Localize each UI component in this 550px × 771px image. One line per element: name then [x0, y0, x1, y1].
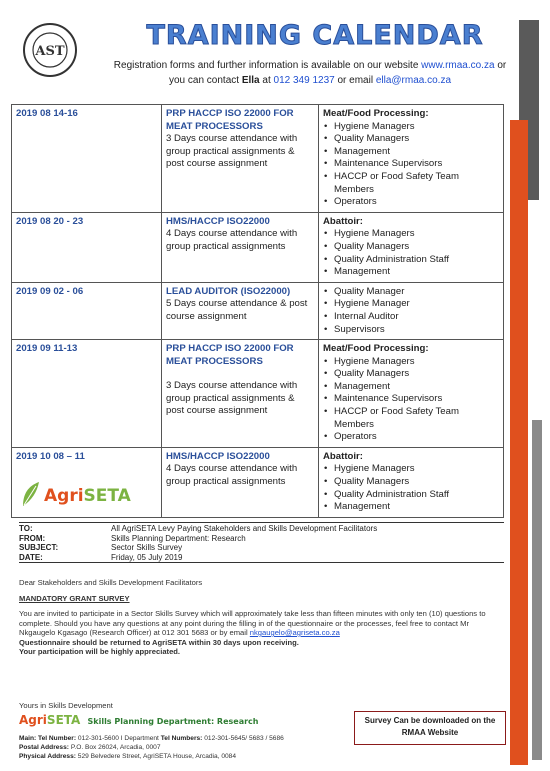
audience-cell — [319, 212, 504, 282]
website-link[interactable]: www.rmaa.co.za — [421, 60, 495, 71]
audience-item: • Quality Administration Staff — [323, 254, 499, 267]
contact-name: Ella — [241, 75, 260, 86]
audience-item: • Quality Managers — [323, 476, 499, 489]
postal-address: P.O. Box 26024, Arcadia, 0007 — [70, 744, 161, 751]
letter-para-text: You are invited to participate in a Sector Skills Survey which will approximately take less than fifteen minutes with only ten (10) questions to complete. Should you have any questions at any point during the filling in of the questionnaire or the processes, feel free to contact Mr Nkgaugelo Kgasago (Research Officer) at 012 301 5683 or by email — [19, 609, 486, 637]
memo-from-label: FROM: — [19, 533, 46, 543]
signature-block — [19, 713, 258, 727]
audience-cell — [319, 340, 504, 448]
agri-brand-b: SETA — [83, 486, 131, 506]
audience-item: • Hygiene Managers — [323, 121, 499, 134]
logo-text: AST — [35, 44, 65, 59]
postal-label: Postal Address: — [19, 744, 69, 751]
sig-department: Skills Planning Department: Research — [87, 717, 259, 726]
memo-subject: Sector Skills Survey — [111, 543, 183, 552]
audience-item: • Hygiene Managers — [323, 463, 499, 476]
course-title: HMS/HACCP ISO22000 — [166, 215, 270, 227]
audience-item: • Quality Administration Staff — [323, 489, 499, 502]
memo-subject-row — [19, 543, 504, 553]
decor-bar-orange — [510, 120, 528, 765]
reg-line1-prefix: Registration forms and further information is available on our website — [113, 60, 419, 71]
physical-label: Physical Address: — [19, 753, 76, 760]
audience-item: • HACCP or Food Safety Team Members — [323, 406, 499, 431]
sig-brand-a: Agri — [19, 713, 47, 727]
memo-subject-label: SUBJECT: — [19, 543, 59, 552]
agri-brand-a: Agri — [44, 486, 84, 506]
audience-heading: Abattoir: — [323, 450, 363, 462]
course-cell — [162, 447, 319, 517]
course-date: 2019 09 02 - 06 — [12, 282, 162, 339]
course-description: 3 Days course attendance with group practical assignments & post course assignment — [166, 133, 298, 170]
dept-tel-label: Tel Numbers: — [160, 735, 203, 742]
decor-bar-gray-lower — [532, 420, 542, 760]
audience-item: • HACCP or Food Safety Team Members — [323, 171, 499, 196]
course-description: 3 Days course attendance with group practical assignments & post course assignment — [166, 380, 298, 417]
audience-heading: Meat/Food Processing: — [323, 343, 429, 355]
course-cell — [162, 340, 319, 448]
appreciation-note: Your participation will be highly appreciated. — [19, 647, 181, 656]
mandatory-heading: MANDATORY GRANT SURVEY — [19, 593, 130, 603]
course-date: 2019 08 20 - 23 — [12, 212, 162, 282]
training-calendar-table — [11, 104, 504, 518]
audience-list — [323, 228, 499, 278]
audience-item: • Maintenance Supervisors — [323, 393, 499, 406]
course-cell — [162, 212, 319, 282]
memo-to: All AgriSETA Levy Paying Stakeholders and Skills Development Facilitators — [111, 524, 378, 533]
course-date: 2019 09 11-13 — [12, 340, 162, 448]
calendar-row — [12, 212, 504, 282]
course-title: PRP HACCP ISO 22000 FOR MEAT PROCESSORS — [166, 343, 294, 367]
phone-link[interactable]: 012 349 1237 — [273, 75, 335, 86]
audience-item: • Quality Manager — [323, 286, 499, 299]
course-description: 5 Days course attendance & post course assignment — [166, 298, 308, 322]
audience-item: • Management — [323, 146, 499, 159]
course-description: 4 Days course attendance with group practical assignments — [166, 463, 298, 488]
audience-list — [323, 356, 499, 444]
memo-date-row — [19, 553, 504, 563]
memo-date-label: DATE: — [19, 552, 43, 562]
memo-date: Friday, 05 July 2019 — [111, 552, 183, 562]
calendar-row — [12, 282, 504, 339]
audience-item: • Hygiene Managers — [323, 228, 499, 241]
audience-list — [323, 463, 499, 513]
audience-cell — [319, 105, 504, 213]
audience-item: • Hygiene Managers — [323, 356, 499, 369]
course-date: 2019 10 08 – 11 — [12, 447, 162, 517]
audience-item: • Supervisors — [323, 324, 499, 337]
audience-item: • Management — [323, 501, 499, 514]
course-title: HMS/HACCP ISO22000 — [166, 450, 270, 462]
research-email-link[interactable]: nkgaugelo@agriseta.co.za — [249, 628, 340, 637]
contact-details — [19, 734, 284, 761]
closing: Yours in Skills Development — [19, 701, 113, 710]
audience-heading: Meat/Food Processing: — [323, 108, 429, 119]
reg-line1-suffix: or — [497, 60, 507, 71]
audience-item: • Maintenance Supervisors — [323, 158, 499, 171]
sig-brand-b: SETA — [46, 713, 81, 727]
audience-item: • Quality Managers — [323, 133, 499, 146]
audience-item: • Operators — [323, 196, 499, 209]
calendar-row — [12, 447, 504, 517]
audience-heading: Abattoir: — [323, 215, 363, 227]
course-description: 4 Days course attendance with group practical assignments — [166, 228, 298, 252]
main-tel-label: Main: Tel Number: — [19, 735, 77, 742]
page-title: TRAINING CALENDAR — [146, 20, 484, 51]
reg-line2-at: at — [262, 75, 271, 86]
course-cell — [162, 282, 319, 339]
audience-cell — [319, 282, 504, 339]
reg-line2-email-label: or email — [337, 75, 374, 86]
memo-from-row — [19, 534, 504, 544]
letter-paragraph — [19, 609, 504, 638]
ast-logo-icon — [22, 22, 78, 78]
audience-item: • Internal Auditor — [323, 311, 499, 324]
salutation: Dear Stakeholders and Skills Development Facilitators — [19, 578, 203, 587]
survey-download-notice — [354, 711, 506, 745]
memo-header — [19, 522, 504, 563]
memo-to-label: TO: — [19, 524, 33, 533]
notice-line1: Survey Can be downloaded on the — [364, 716, 496, 725]
audience-item: • Quality Managers — [323, 241, 499, 254]
registration-info — [100, 58, 520, 88]
calendar-row — [12, 105, 504, 213]
main-tel: 012-301-5600 I Department — [77, 735, 159, 742]
return-instruction: Questionnaire should be returned to AgriSETA within 30 days upon receiving. — [19, 637, 299, 647]
course-title: LEAD AUDITOR (ISO22000) — [166, 285, 291, 297]
memo-from: Skills Planning Department: Research — [111, 533, 246, 543]
audience-item: • Operators — [323, 431, 499, 444]
audience-item: • Quality Managers — [323, 368, 499, 381]
physical-address: 529 Belvedere Street, AgriSETA House, Arcadia, 0084 — [77, 753, 237, 760]
audience-item: • Hygiene Manager — [323, 298, 499, 311]
notice-line2: RMAA Website — [401, 728, 459, 737]
course-title: PRP HACCP ISO 22000 FOR MEAT PROCESSORS — [166, 108, 294, 132]
agriseta-logo — [44, 486, 131, 506]
audience-cell — [319, 447, 504, 517]
audience-item: • Management — [323, 381, 499, 394]
memo-to-row — [19, 524, 504, 534]
calendar-row — [12, 340, 504, 448]
agriseta-leaf-icon — [20, 480, 42, 508]
audience-list — [323, 121, 499, 209]
course-cell — [162, 105, 319, 213]
dept-tel: 012-301-5645/ 5683 / 5686 — [204, 735, 284, 742]
audience-item: • Management — [323, 266, 499, 279]
email-link[interactable]: ella@rmaa.co.za — [375, 75, 452, 86]
course-date: 2019 08 14-16 — [12, 105, 162, 213]
reg-line2-prefix: you can contact — [168, 75, 240, 86]
audience-list — [323, 286, 499, 336]
letter-body — [19, 578, 504, 657]
